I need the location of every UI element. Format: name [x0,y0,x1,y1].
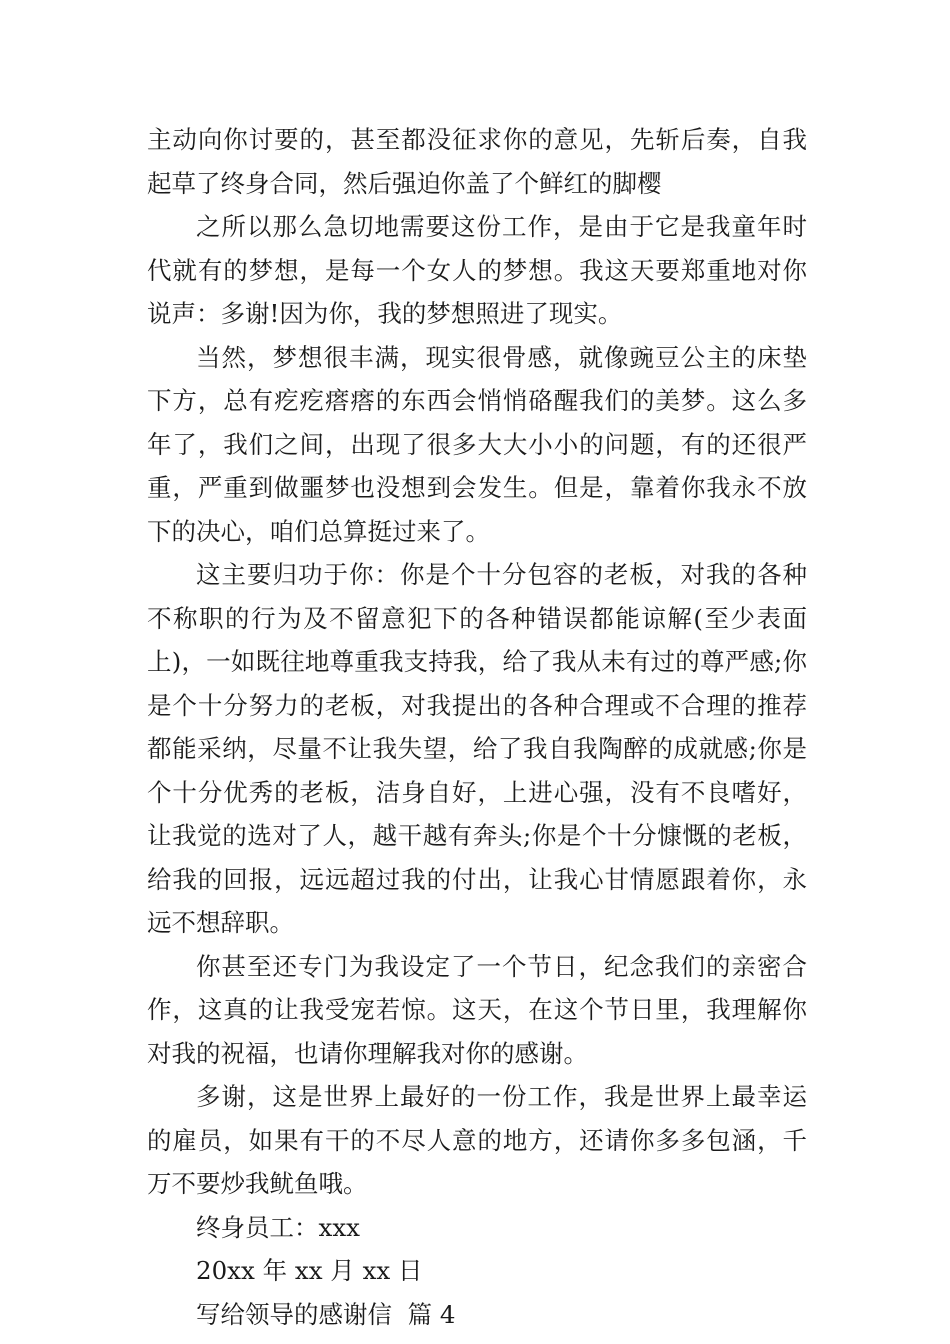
paragraph-thanks: 多谢，这是世界上最好的一份工作，我是世界上最幸运的雇员，如果有干的不尽人意的地方，还请你多多包涵，千万不要炒我鱿鱼哦。 [147,1082,807,1198]
paragraph-dream: 之所以那么急切地需要这份工作，是由于它是我童年时代就有的梦想，是每一个女人的梦想。我这天要郑重地对你说声：多谢!因为你，我的梦想照进了现实。 [147,212,807,328]
next-section-heading: 写给领导的感谢信 篇 4 [196,1299,456,1329]
signature: 终身员工：xxx [196,1212,360,1242]
letter-body [147,118,807,1336]
date-line: 20xx 年 xx 月 xx 日 [196,1256,423,1285]
paragraph-praise: 这主要归功于你：你是个十分包容的老板，对我的各种不称职的行为及不留意犯下的各种错误都能谅解(至少表面上)，一如既往地尊重我支持我，给了我从未有过的尊严感;你是个十分努力的老板，对我提出的各种合理或不合理的推荐都能采纳，尽量不让我失望，给了我自我陶醉的成就感;你是个十分优秀的老板，洁身自好，上进心强，没有不良嗜好，让我觉的选对了人，越干越有奔头;你是个十分慷慨的老板，给我的回报，远远超过我的付出，让我心甘情愿跟着你，永远不想辞职。 [147,560,807,937]
paragraph-holiday: 你甚至还专门为我设定了一个节日，纪念我们的亲密合作，这真的让我受宠若惊。这天，在这个节日里，我理解你对我的祝福，也请你理解我对你的感谢。 [147,951,807,1068]
paragraph-problems: 当然，梦想很丰满，现实很骨感，就像豌豆公主的床垫下方，总有疙疙瘩瘩的东西会悄悄硌醒我们的美梦。这么多年了，我们之间，出现了很多大大小小的问题，有的还很严重，严重到做噩梦也没想到会发生。但是，靠着你我永不放下的决心，咱们总算挺过来了。 [147,342,807,546]
paragraph-continued: 主动向你讨要的，甚至都没征求你的意见，先斩后奏，自我起草了终身合同，然后强迫你盖了个鲜红的脚樱 [147,125,807,198]
